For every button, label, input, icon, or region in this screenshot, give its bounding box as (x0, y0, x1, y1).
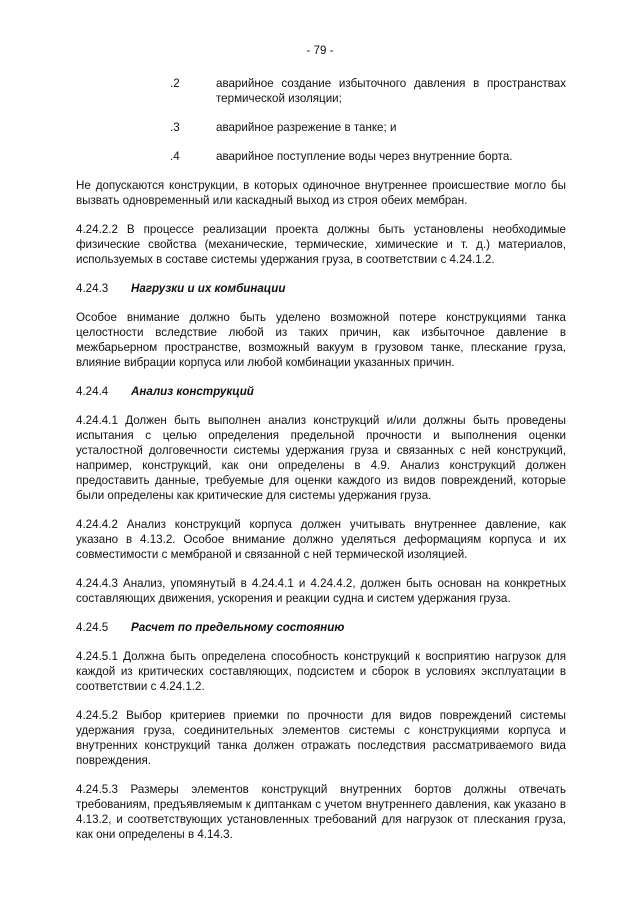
paragraph-4-24-5-3: 4.24.5.3 Размеры элементов конструкций внутренних бортов должны отвечать требованиям, предъявляемым к диптанкам с учетом внутреннего давления, как указано в 4.13.2, и соответствующих установленных требований для нагрузок от плескания груза, как они определены в 4.14.3. (76, 783, 566, 841)
paragraph-4-24-5-2: 4.24.5.2 Выбор критериев приемки по прочности для видов повреждений системы удержания груза, соединительных элементов системы с конструкциями корпуса и внутренних конструкций танка должен отражать последствия рассматриваемого вида повреждения. (76, 709, 566, 767)
section-title: Нагрузки и их комбинации (131, 282, 286, 295)
list-item (76, 120, 566, 135)
section-number: 4.24.4 (76, 385, 109, 398)
paragraph-loads: Особое внимание должно быть уделено возможной потере конструкциями танка целостности вследствие любой из таких причин, как избыточное давление в межбарьерном пространстве, возможный вакуум в грузовом танке, плескание груза, влияние вибрации корпуса или любой комбинации указанных причин. (76, 311, 566, 369)
list-item (76, 149, 566, 164)
paragraph-4-24-5-1: 4.24.5.1 Должна быть определена способность конструкций к восприятию нагрузок для каждой из критических составляющих, подсистем и сборок в условиях эксплуатации в соответствии с 4.24.1.2. (76, 650, 566, 693)
paragraph-membrane: Не допускаются конструкции, в которых одиночное внутреннее происшествие могло бы вызвать одновременный или каскадный выход из строя обеих мембран. (76, 179, 566, 207)
paragraph-4-24-4-1: 4.24.4.1 Должен быть выполнен анализ конструкций и/или должны быть проведены испытания с целью определения предельной прочности и выполнения оценки усталостной долговечности системы удержания груза и связанных с ней конструкций, например, конструкций, как они определены в 4.9. Анализ конструкций должен предоставить данные, требуемые для оценки каждого из видов повреждений, которые были определены как критические для системы удержания груза. (76, 414, 566, 502)
paragraph-4-24-2-2: 4.24.2.2 В процессе реализации проекта должны быть установлены необходимые физические свойства (механические, термические, химические и т. д.) материалов, используемых в составе системы удержания груза, в соответствии с 4.24.1.2. (76, 223, 566, 266)
list-item-number: .4 (170, 150, 180, 163)
section-number: 4.24.5 (76, 621, 109, 634)
section-heading-4-24-4 (76, 384, 566, 399)
section-heading-4-24-3 (76, 281, 566, 296)
list-item-number: .2 (170, 77, 180, 90)
page-content (76, 76, 566, 856)
list-item (76, 76, 566, 106)
list-item-number: .3 (170, 121, 180, 134)
section-heading-4-24-5 (76, 620, 566, 635)
section-title: Анализ конструкций (131, 385, 254, 398)
list-item-text: аварийное разрежение в танке; и (216, 121, 397, 134)
paragraph-4-24-4-2: 4.24.4.2 Анализ конструкций корпуса должен учитывать внутреннее давление, как указано в 4.13.2. Особое внимание должно уделяться деформациям корпуса и их совместимости с мембраной и связанной с ней термической изоляцией. (76, 518, 566, 561)
list-item-text: аварийное поступление воды через внутренние борта. (216, 150, 513, 163)
section-title: Расчет по предельному состоянию (131, 621, 345, 634)
paragraph-4-24-4-3: 4.24.4.3 Анализ, упомянутый в 4.24.4.1 и 4.24.4.2, должен быть основан на конкретных составляющих движения, ускорения и реакции судна и систем удержания груза. (76, 577, 566, 605)
section-number: 4.24.3 (76, 282, 109, 295)
list-item-text: аварийное создание избыточного давления в пространствах термической изоляции; (216, 77, 566, 105)
page-number: - 79 - (306, 44, 334, 57)
